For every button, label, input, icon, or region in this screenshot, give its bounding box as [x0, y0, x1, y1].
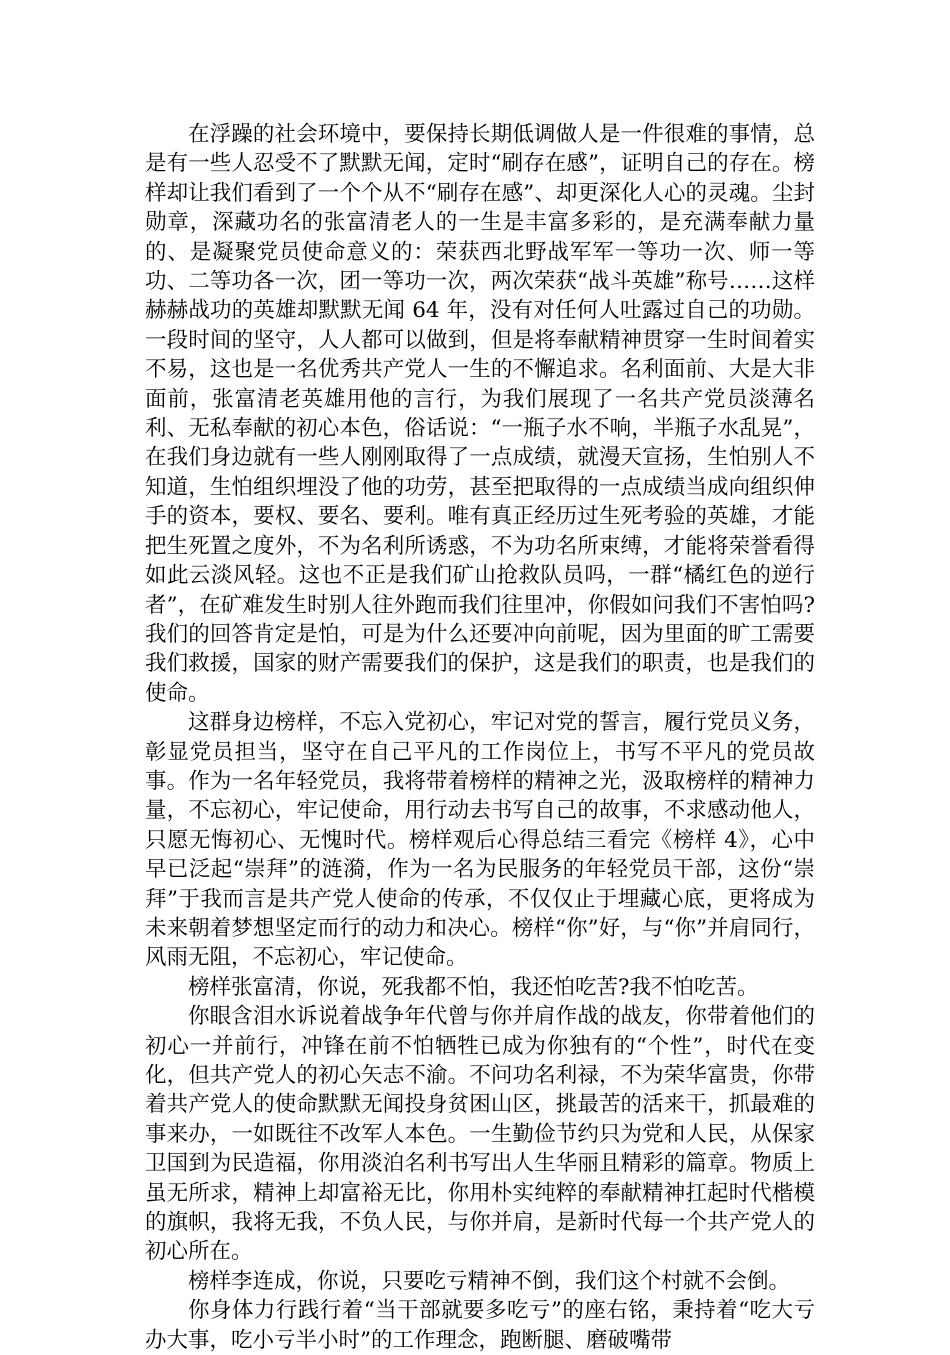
paragraph-2: 这群身边榜样，不忘入党初心，牢记对党的誓言，履行党员义务，彰显党员担当，坚守在自己平凡的工作岗位上，书写不平凡的党员故事。作为一名年轻党员，我将带着榜样的精神之光，汲取榜样的精神力量，不忘初心，牢记使命，用行动去书写自己的故事，不求感动他人，只愿无悔初心、无愧时代。榜样观后心得总结三看完《榜样 4》，心中早已泛起“崇拜”的涟漪，作为一名为民服务的年轻党员干部，这份“崇拜”于我而言是共产党人使命的传承，不仅仅止于埋藏心底，更将成为未来朝着梦想坚定而行的动力和决心。榜样“你”好，与“你”并肩同行，风雨无阻，不忘初心，牢记使命。 [145, 710, 815, 971]
paragraph-3: 榜样张富清，你说，死我都不怕，我还怕吃苦?我不怕吃苦。 [188, 974, 759, 1000]
paragraph-6: 你身体力行践行着“当干部就要多吃亏”的座右铭，秉持着“吃大亏办大事，吃小亏半小时”的工作理念，跑断腿、磨破嘴带 [145, 1298, 815, 1353]
paragraph-1: 在浮躁的社会环境中，要保持长期低调做人是一件很难的事情，总是有一些人忍受不了默默无闻，定时“刷存在感”，证明自己的存在。榜样却让我们看到了一个个从不“刷存在感”、却更深化人心的灵魂。尘封勋章，深藏功名的张富清老人的一生是丰富多彩的，是充满奉献力量的、是凝聚党员使命意义的：荣获西北野战军军一等功一次、师一等功、二等功各一次，团一等功一次，两次荣获“战斗英雄”称号……这样赫赫战功的英雄却默默无闻 64 年，没有对任何人吐露过自己的功勋。一段时间的坚守，人人都可以做到，但是将奉献精神贯穿一生时间着实不易，这也是一名优秀共产党人一生的不懈追求。名利面前、大是大非面前，张富清老英雄用他的言行，为我们展现了一名共产党员淡薄名利、无私奉献的初心本色，俗话说：“一瓶子水不响，半瓶子水乱晃”，在我们身边就有一些人刚刚取得了一点成绩，就漫天宣扬，生怕别人不知道，生怕组织埋没了他的功劳，甚至把取得的一点成绩当成向组织伸手的资本，要权、要名、要利。唯有真正经历过生死考验的英雄，才能把生死置之度外，不为名利所诱惑，不为功名所束缚，才能将荣誉看得如此云淡风轻。这也不正是我们矿山抢救队员吗，一群“橘红色的逆行者”，在矿难发生时别人往外跑而我们往里冲，你假如问我们不害怕吗?我们的回答肯定是怕，可是为什么还要冲向前呢，因为里面的旷工需要我们救援，国家的财产需要我们的保护，这是我们的职责，也是我们的使命。 [145, 122, 815, 706]
paragraph-5: 榜样李连成，你说，只要吃亏精神不倒，我们这个村就不会倒。 [188, 1268, 791, 1294]
paragraph-4: 你眼含泪水诉说着战争年代曾与你并肩作战的战友，你带着他们的初心一并前行，冲锋在前不怕牺牲已成为你独有的“个性”，时代在变化，但共产党人的初心矢志不渝。不问功名利禄，不为荣华富贵，你带着共产党人的使命默默无闻投身贫困山区，挑最苦的活来干，抓最难的事来办，一如既往不改军人本色。一生勤俭节约只为党和人民，从保家卫国到为民造福，你用淡泊名利书写出人生华丽且精彩的篇章。物质上虽无所求，精神上却富裕无比，你用朴实纯粹的奉献精神扛起时代楷模的旗帜，我将无我，不负人民，与你并肩，是新时代每一个共产党人的初心所在。 [145, 1004, 815, 1265]
document-body [145, 120, 815, 1355]
